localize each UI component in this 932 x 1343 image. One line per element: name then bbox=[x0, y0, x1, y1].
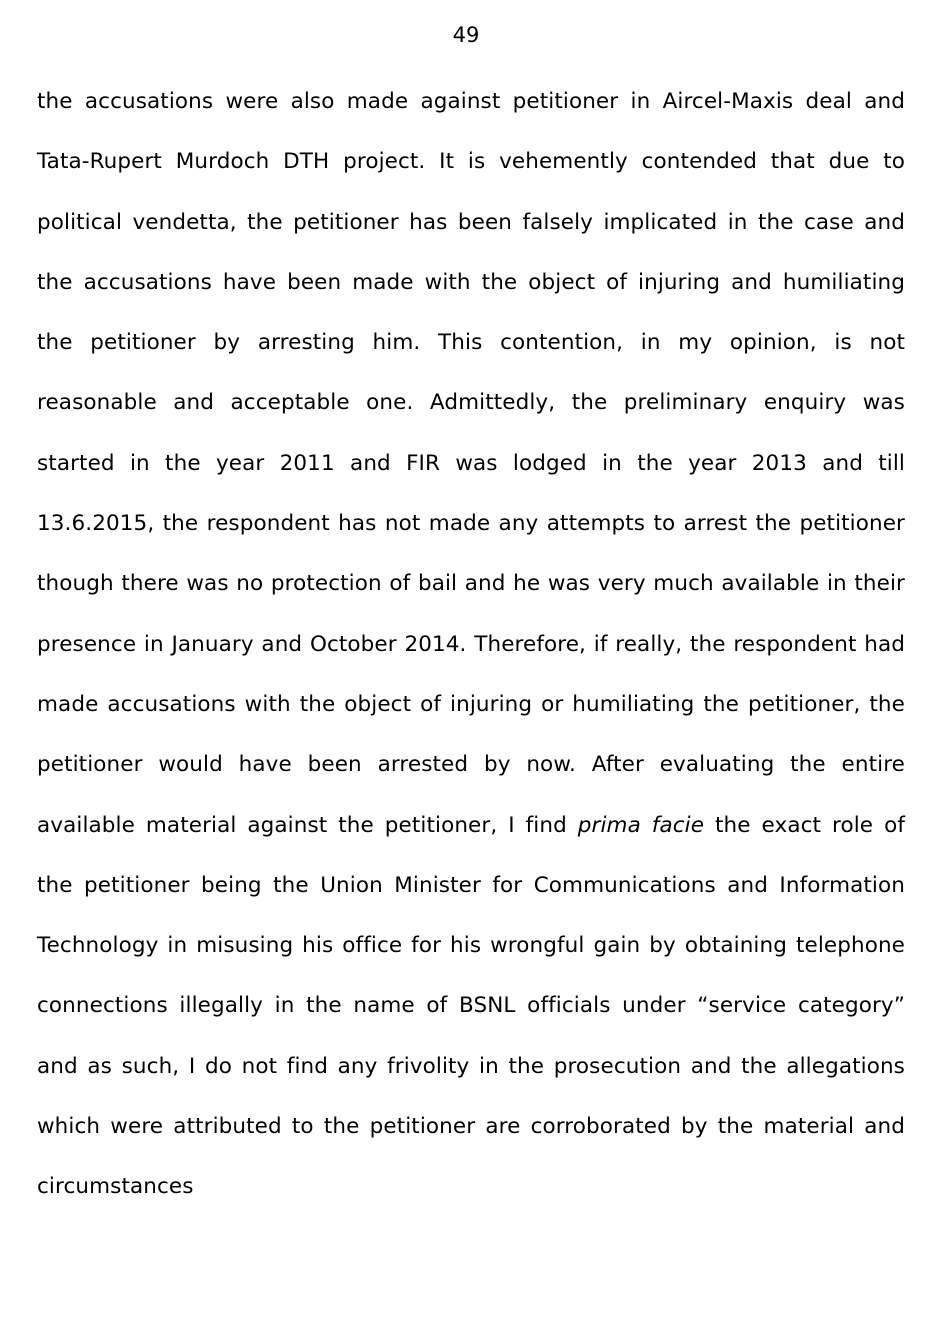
page-number: 49 bbox=[452, 23, 480, 47]
paragraph-part-2: the exact role of the petitioner being the Union Minister for Communications and Information Technology in misusing his office for his wrongful gain by obtaining telephone connections illegally in the name of BSNL officials under “service category” and as such, I do not find any frivolity in the prosecution and the allegations which were attributed to the petitioner are corroborated by the material and circumstances bbox=[37, 812, 905, 1200]
paragraph bbox=[37, 72, 905, 1218]
paragraph-part-1: the accusations were also made against petitioner in Aircel-Maxis deal and Tata-Rupert Murdoch DTH project. It is vehemently contended that due to political vendetta, the petitioner has been falsely implicated in the case and the accusations have been made with the object of injuring and humiliating the petitioner by arresting him. This contention, in my opinion, is not reasonable and acceptable one. Admittedly, the preliminary enquiry was started in the year 2011 and FIR was lodged in the year 2013 and till 13.6.2015, the respondent has not made any attempts to arrest the petitioner though there was no protection of bail and he was very much available in their presence in January and October 2014. Therefore, if really, the respondent had made accusations with the object of injuring or humiliating the petitioner, the petitioner would have been arrested by now. After evaluating the entire available material against the petitioner, I find bbox=[37, 89, 905, 838]
paragraph-emphasis: prima facie bbox=[577, 812, 705, 838]
body-text-block bbox=[37, 72, 905, 1218]
